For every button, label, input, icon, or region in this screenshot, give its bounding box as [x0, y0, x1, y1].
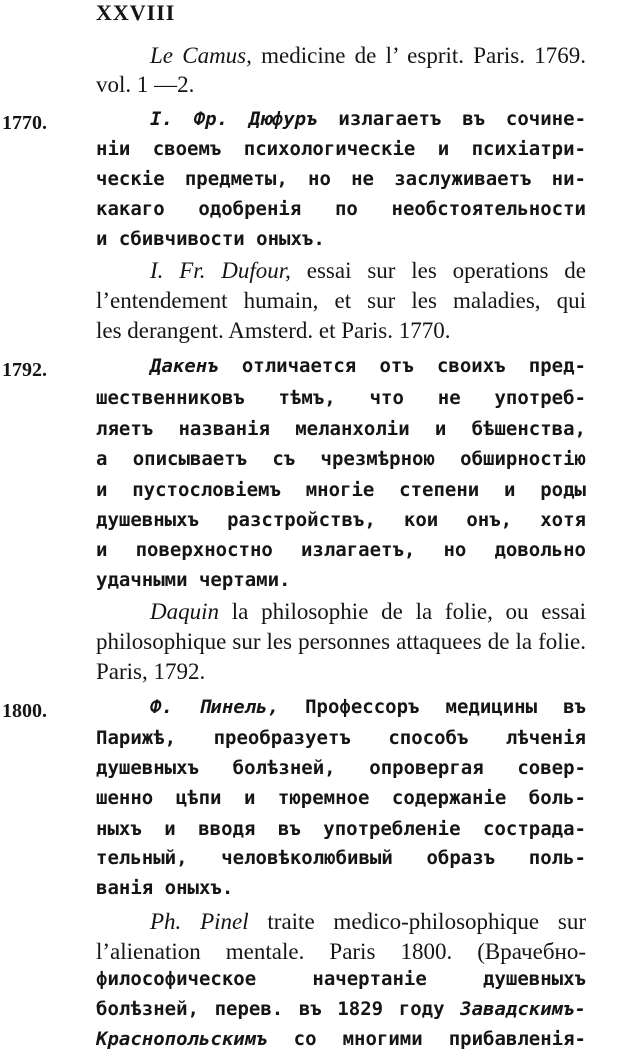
text-line: а описываетъ съ чрезмѣрною обширностію — [96, 447, 586, 470]
text-line: Краснопольскимъ со многими прибавленія- — [96, 1028, 586, 1050]
author-name: Ph. Pinel — [150, 909, 249, 935]
text-line: тельный, человѣколюбивый образъ поль- — [96, 847, 586, 870]
text-line: и поверхностно излагаетъ, но довольно — [96, 538, 586, 561]
author-name: Ф. Пинель, — [150, 695, 280, 718]
text-line: и сбивчивости оныхъ. — [96, 227, 325, 250]
text-line: какаго одобренія по необстоятельности — [96, 197, 586, 220]
text-line: Дакенъ отличается отъ своихъ пред- — [150, 355, 586, 378]
author-name: Дакенъ — [150, 355, 219, 378]
text-line: ныхъ и вводя въ употребленіе сострада- — [96, 817, 586, 840]
author-name: Завадскимъ- — [460, 998, 586, 1021]
text-line: философическое начертаніе душевныхъ — [96, 968, 586, 991]
year-label: 1792. — [2, 359, 47, 382]
author-name: I. Fr. Dufour, — [150, 257, 291, 283]
author-name: I. Фр. Дюфуръ — [150, 108, 318, 131]
author-name: Le Camus, — [150, 43, 252, 69]
text-line: philosophique sur les personnes attaquees de la folie. — [96, 629, 586, 655]
author-name: Daquin — [150, 599, 219, 625]
text-line: Ph. Pinel traite medico-philosophique sur — [150, 909, 586, 935]
text-line: vol. 1 —2. — [96, 72, 195, 98]
text-line: ляетъ названія меланхоліи и бѣшенства, — [96, 417, 586, 440]
page-number-roman: XXVIII — [96, 0, 176, 25]
year-label: 1800. — [2, 699, 47, 722]
text-line: шенно цѣпи и тюремное содержаніе боль- — [96, 786, 586, 809]
year-label: 1770. — [2, 111, 47, 134]
text-line: Paris, 1792. — [96, 659, 206, 685]
text-line: l’entendement humain, et sur les maladies, qui — [96, 287, 586, 313]
text-line: ванія оныхъ. — [96, 877, 234, 900]
text-line: шественниковъ тѣмъ, что не употреб- — [96, 387, 586, 410]
text-line: ніи своемъ психологическіе и психіатри- — [96, 137, 586, 160]
text-line: I. Fr. Dufour, essai sur les operations de — [150, 257, 586, 283]
text-line: l’alienation mentale. Paris 1800. (Врачебно- — [96, 939, 586, 965]
text-line: и пустословіемъ многіе степени и роды — [96, 478, 586, 501]
text-line: les derangent. Amsterd. et Paris. 1770. — [96, 317, 451, 343]
author-name: Краснопольскимъ — [96, 1028, 268, 1050]
text-line: душевныхъ разстройствъ, кои онъ, хотя — [96, 508, 586, 531]
text-line: ческіе предметы, но не заслуживаетъ ни- — [96, 167, 586, 190]
text-line: Le Camus, medicine de l’ esprit. Paris. 1769. — [150, 43, 586, 69]
text-line: удачными чертами. — [96, 568, 291, 591]
text-line: душевныхъ болѣзней, опровергая совер- — [96, 756, 586, 779]
text-line: I. Фр. Дюфуръ излагаетъ въ сочине- — [150, 108, 587, 131]
text-line: болѣзней, перев. въ 1829 году Завадскимъ- — [96, 998, 586, 1021]
text-line: Парижѣ, преобразуетъ способъ лѣченія — [96, 726, 586, 749]
text-line: Ф. Пинель, Профессоръ медицины въ — [150, 695, 586, 718]
text-line: Daquin la philosophie de la folie, ou essai — [150, 599, 586, 625]
